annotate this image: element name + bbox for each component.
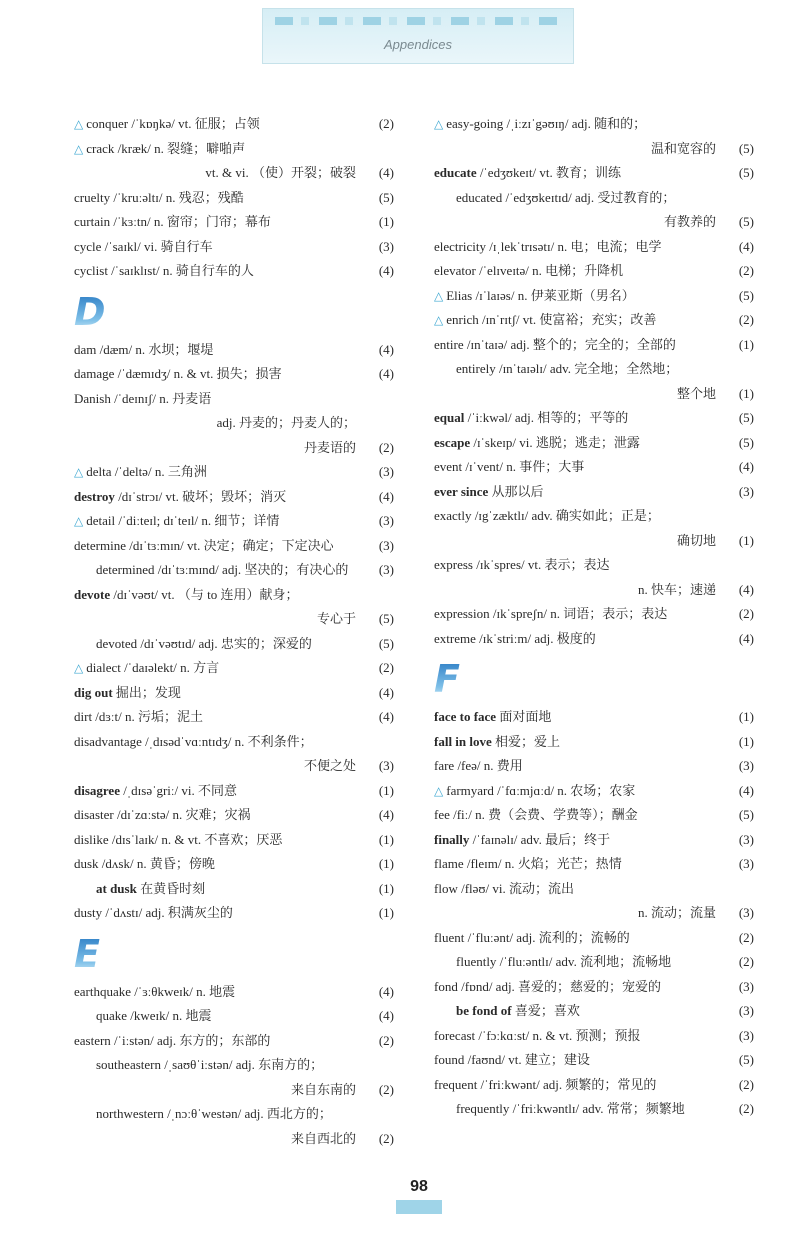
glossary-entry bbox=[74, 558, 394, 583]
glossary-entry bbox=[434, 259, 754, 284]
glossary-entry bbox=[434, 1073, 754, 1098]
glossary-entry bbox=[74, 362, 394, 387]
unit-number: (5) bbox=[738, 165, 754, 180]
entry-text: crack /kræk/ n. 裂缝；噼啪声 bbox=[86, 140, 246, 156]
entry-text: farmyard /ˈfɑːmjɑːd/ n. 农场；农家 bbox=[446, 782, 636, 798]
entry-text: cyclist /ˈsaɪklɪst/ n. 骑自行车的人 bbox=[74, 263, 254, 278]
unit-number: (5) bbox=[738, 287, 754, 303]
unit-number: (4) bbox=[378, 165, 394, 180]
glossary-entry-continuation bbox=[434, 578, 754, 603]
entry-text: entirely /ɪnˈtaɪəlɪ/ adv. 完全地；全然地； bbox=[456, 361, 679, 376]
page-number-text: 98 bbox=[410, 1178, 428, 1195]
entry-text: expression /ɪkˈspreʃn/ n. 词语；表示；表达 bbox=[434, 606, 668, 621]
glossary-entry bbox=[434, 235, 754, 260]
glossary-entry bbox=[434, 754, 754, 779]
glossary-entry bbox=[434, 431, 754, 456]
unit-number: (5) bbox=[738, 140, 754, 156]
unit-number: (1) bbox=[738, 385, 754, 401]
glossary-entry bbox=[74, 980, 394, 1005]
glossary-entry-continuation bbox=[74, 1078, 394, 1103]
unit-number: (3) bbox=[738, 856, 754, 871]
entry-text: devoted /dɪˈvəʊtɪd/ adj. 忠实的；深爱的 bbox=[96, 635, 312, 651]
triangle-icon: △ bbox=[74, 141, 84, 156]
entry-text: dam /dæm/ n. 水坝；堰堤 bbox=[74, 341, 214, 357]
entry-text: 从那以后 bbox=[488, 483, 544, 499]
entry-text: fond /fɒnd/ adj. 喜爱的；慈爱的；宠爱的 bbox=[434, 978, 662, 994]
section-letter bbox=[74, 926, 394, 980]
unit-number: (3) bbox=[378, 562, 394, 577]
header-decoration bbox=[275, 17, 561, 25]
entry-headword: finally bbox=[434, 831, 470, 847]
glossary-entry bbox=[434, 161, 754, 186]
unit-number: (3) bbox=[738, 905, 754, 920]
entry-text: exactly /ɪgˈzæktlɪ/ adv. 确实如此；正是； bbox=[434, 508, 660, 523]
unit-number: (2) bbox=[378, 116, 394, 131]
entry-text: dislike /dɪsˈlaɪk/ n. & vt. 不喜欢；厌恶 bbox=[74, 831, 283, 847]
entry-text: entire /ɪnˈtaɪə/ adj. 整个的；完全的；全部的 bbox=[434, 336, 676, 352]
entry-text: 面对面地 bbox=[496, 709, 552, 724]
glossary-entry bbox=[434, 553, 754, 578]
entry-text: dusk /dʌsk/ n. 黄昏；傍晚 bbox=[74, 856, 215, 871]
glossary-entry-continuation bbox=[74, 436, 394, 461]
entry-text: dialect /ˈdaɪəlekt/ n. 方言 bbox=[86, 660, 220, 675]
unit-number: (3) bbox=[738, 758, 754, 773]
unit-number: (3) bbox=[738, 831, 754, 847]
entry-text: extreme /ɪkˈstriːm/ adj. 极度的 bbox=[434, 630, 596, 646]
entry-headword: destroy bbox=[74, 488, 115, 504]
entry-text: delta /ˈdeltə/ n. 三角洲 bbox=[86, 464, 207, 479]
entry-text: 相爱；爱上 bbox=[491, 733, 561, 749]
triangle-icon: △ bbox=[434, 313, 444, 327]
entry-text: adj. 丹麦的；丹麦人的； bbox=[216, 415, 356, 430]
entry-text: found /faʊnd/ vt. 建立；建设 bbox=[434, 1052, 590, 1067]
glossary-entry bbox=[74, 852, 394, 877]
glossary-entry bbox=[74, 186, 394, 211]
section-letter bbox=[434, 651, 754, 705]
entry-text: determine /dɪˈtɜːmɪn/ vt. 决定；确定；下定决心 bbox=[74, 537, 334, 553]
unit-number: (1) bbox=[738, 336, 754, 352]
glossary-entry bbox=[434, 779, 754, 804]
entry-text: 喜爱；喜欢 bbox=[511, 1003, 580, 1018]
glossary-entry bbox=[434, 705, 754, 730]
unit-number: (3) bbox=[378, 758, 394, 773]
glossary-entry bbox=[74, 112, 394, 137]
unit-number: (1) bbox=[738, 709, 754, 724]
glossary-entry bbox=[434, 828, 754, 853]
entry-text: cycle /ˈsaɪkl/ vi. 骑自行车 bbox=[74, 238, 213, 254]
unit-number: (2) bbox=[738, 606, 754, 621]
triangle-icon: △ bbox=[74, 514, 84, 528]
entry-text: 整个地 bbox=[676, 385, 716, 401]
entry-text: 在黄昏时刻 bbox=[136, 880, 206, 896]
entry-text: earthquake /ˈɜːθkweɪk/ n. 地震 bbox=[74, 983, 236, 999]
entry-text: fluently /ˈfluːəntlɪ/ adv. 流利地；流畅地 bbox=[456, 954, 672, 969]
glossary-entry bbox=[74, 1053, 394, 1078]
glossary-entry-continuation bbox=[74, 1127, 394, 1152]
entry-headword: disagree bbox=[74, 782, 120, 798]
entry-text: forecast /ˈfɔːkɑːst/ n. & vt. 预测；预报 bbox=[434, 1027, 641, 1043]
unit-number: (2) bbox=[378, 1081, 394, 1097]
entry-text: /ˈiːkwəl/ adj. 相等的；平等的 bbox=[464, 410, 629, 425]
unit-number: (5) bbox=[378, 635, 394, 651]
entry-text: educated /ˈedʒʊkeɪtɪd/ adj. 受过教育的； bbox=[456, 189, 676, 205]
page-number-bar bbox=[396, 1200, 442, 1214]
glossary-entry bbox=[434, 999, 754, 1024]
entry-text: flow /fləʊ/ vi. 流动；流出 bbox=[434, 880, 575, 896]
entry-headword: fall in love bbox=[434, 733, 492, 749]
glossary-entry bbox=[74, 210, 394, 235]
unit-number: (2) bbox=[378, 660, 394, 675]
glossary-entry bbox=[434, 627, 754, 652]
entry-headword: be fond of bbox=[456, 1003, 512, 1018]
entry-text: electricity /ɪˌlekˈtrɪsətɪ/ n. 电；电流；电学 bbox=[434, 238, 662, 254]
unit-number: (4) bbox=[738, 459, 754, 474]
glossary-entry bbox=[434, 186, 754, 211]
glossary-entry bbox=[434, 803, 754, 828]
entry-text: conquer /ˈkɒŋkə/ vt. 征服；占领 bbox=[86, 116, 260, 131]
entry-text: quake /kweɪk/ n. 地震 bbox=[96, 1008, 212, 1023]
glossary-entry bbox=[74, 534, 394, 559]
glossary-entry-continuation bbox=[434, 137, 754, 162]
entry-text: 来自东南的 bbox=[290, 1081, 356, 1097]
unit-number: (3) bbox=[738, 1003, 754, 1018]
entry-text: dirt /dɜːt/ n. 污垢；泥土 bbox=[74, 709, 203, 724]
glossary-entry bbox=[434, 926, 754, 951]
entry-text: /ˈedʒʊkeɪt/ vt. 教育；训练 bbox=[476, 165, 621, 180]
unit-number: (5) bbox=[738, 214, 754, 229]
unit-number: (4) bbox=[378, 488, 394, 504]
unit-number: (4) bbox=[738, 238, 754, 254]
glossary-entry bbox=[434, 406, 754, 431]
header-title: Appendices bbox=[384, 37, 452, 52]
glossary-entry bbox=[74, 828, 394, 853]
entry-text: /ˈfaɪnəlɪ/ adv. 最后；终于 bbox=[469, 831, 611, 847]
unit-number: (5) bbox=[738, 1052, 754, 1067]
glossary-entry bbox=[74, 387, 394, 412]
glossary-entry bbox=[434, 480, 754, 505]
glossary-entry bbox=[74, 1102, 394, 1127]
entry-text: southeastern /ˌsaʊθˈiːstən/ adj. 东南方的； bbox=[96, 1057, 324, 1072]
glossary-entry bbox=[74, 137, 394, 162]
glossary-entry bbox=[74, 1029, 394, 1054]
unit-number: (1) bbox=[738, 532, 754, 548]
entry-headword: educate bbox=[434, 165, 477, 180]
glossary-entry bbox=[74, 656, 394, 681]
entry-headword: at dusk bbox=[96, 880, 137, 896]
unit-number: (3) bbox=[378, 464, 394, 479]
glossary-entry-continuation bbox=[74, 607, 394, 632]
right-column bbox=[434, 112, 754, 1122]
entry-text: curtain /ˈkɜːtn/ n. 窗帘；门帘；幕布 bbox=[74, 214, 271, 229]
entry-text: Elias /ɪˈlaɪəs/ n. 伊莱亚斯（男名） bbox=[446, 287, 635, 303]
entry-text: frequent /ˈfriːkwənt/ adj. 频繁的；常见的 bbox=[434, 1076, 657, 1092]
glossary-entry bbox=[434, 357, 754, 382]
unit-number: (1) bbox=[378, 214, 394, 229]
glossary-entry bbox=[74, 509, 394, 534]
glossary-entry bbox=[74, 632, 394, 657]
unit-number: (4) bbox=[378, 1008, 394, 1023]
glossary-entry bbox=[74, 681, 394, 706]
triangle-icon: △ bbox=[434, 117, 444, 131]
entry-headword: equal bbox=[434, 410, 465, 425]
triangle-icon: △ bbox=[434, 288, 444, 303]
entry-text: /dɪˈvəʊt/ vt. （与 to 连用）献身； bbox=[110, 586, 299, 602]
unit-number: (5) bbox=[738, 434, 754, 450]
glossary-entry bbox=[74, 259, 394, 284]
unit-number: (2) bbox=[378, 1130, 394, 1146]
glossary-entry bbox=[434, 1024, 754, 1049]
unit-number: (2) bbox=[738, 1076, 754, 1092]
triangle-icon: △ bbox=[434, 783, 444, 798]
entry-text: 来自西北的 bbox=[290, 1130, 356, 1146]
unit-number: (3) bbox=[378, 537, 394, 553]
glossary-entry bbox=[434, 112, 754, 137]
entry-text: vt. & vi. （使）开裂；破裂 bbox=[205, 165, 356, 180]
unit-number: (5) bbox=[378, 611, 394, 626]
glossary-entry bbox=[74, 235, 394, 260]
glossary-entry bbox=[74, 705, 394, 730]
unit-number: (4) bbox=[738, 581, 754, 597]
entry-text: fare /feə/ n. 费用 bbox=[434, 758, 523, 773]
unit-number: (2) bbox=[378, 439, 394, 455]
glossary-entry bbox=[434, 1048, 754, 1073]
glossary-entry-continuation bbox=[434, 382, 754, 407]
entry-text: n. 流动；流量 bbox=[637, 905, 716, 920]
entry-text: eastern /ˈiːstən/ adj. 东方的；东部的 bbox=[74, 1032, 271, 1048]
glossary-entry bbox=[74, 1004, 394, 1029]
unit-number: (3) bbox=[738, 978, 754, 994]
triangle-icon: △ bbox=[74, 117, 84, 131]
glossary-entry bbox=[434, 975, 754, 1000]
glossary-entry bbox=[434, 602, 754, 627]
entry-text: /ɪˈskeɪp/ vi. 逃脱；逃走；泄露 bbox=[470, 434, 640, 450]
unit-number: (4) bbox=[378, 366, 394, 381]
unit-number: (2) bbox=[738, 263, 754, 278]
entry-text: n. 快车；速递 bbox=[637, 581, 716, 597]
entry-text: elevator /ˈelɪveɪtə/ n. 电梯；升降机 bbox=[434, 263, 624, 278]
section-letter bbox=[74, 284, 394, 338]
glossary-entry-continuation bbox=[74, 161, 394, 186]
entry-text: detail /ˈdiːteɪl; dɪˈteɪl/ n. 细节；详情 bbox=[86, 513, 280, 528]
glossary-entry-continuation bbox=[434, 901, 754, 926]
unit-number: (4) bbox=[378, 263, 394, 278]
entry-text: 专心于 bbox=[316, 611, 356, 626]
section-letter-text: F bbox=[434, 657, 460, 701]
section-letter-text: E bbox=[74, 931, 100, 976]
entry-text: 确切地 bbox=[676, 532, 716, 548]
glossary-entry bbox=[434, 504, 754, 529]
entry-text: frequently /ˈfriːkwəntlɪ/ adv. 常常；频繁地 bbox=[456, 1101, 685, 1116]
entry-text: disadvantage /ˌdɪsədˈvɑːntɪdʒ/ n. 不利条件； bbox=[74, 733, 313, 749]
glossary-entry bbox=[74, 730, 394, 755]
glossary-entry-continuation bbox=[434, 210, 754, 235]
entry-headword: escape bbox=[434, 434, 471, 450]
glossary-entry bbox=[74, 583, 394, 608]
triangle-icon: △ bbox=[74, 661, 84, 675]
glossary-entry-continuation bbox=[434, 529, 754, 554]
entry-text: northwestern /ˌnɔːθˈwestən/ adj. 西北方的； bbox=[96, 1106, 332, 1121]
glossary-entry bbox=[74, 460, 394, 485]
unit-number: (1) bbox=[378, 782, 394, 798]
unit-number: (3) bbox=[738, 1027, 754, 1043]
entry-headword: dig out bbox=[74, 684, 113, 700]
appendices-header bbox=[262, 8, 574, 64]
entry-text: express /ɪkˈspres/ vt. 表示；表达 bbox=[434, 557, 610, 572]
unit-number: (2) bbox=[738, 312, 754, 327]
glossary-entry-continuation bbox=[74, 411, 394, 436]
entry-text: fluent /ˈfluːənt/ adj. 流利的；流畅的 bbox=[434, 929, 630, 945]
entry-text: fee /fiː/ n. 费（会费、学费等）；酬金 bbox=[434, 807, 638, 822]
unit-number: (3) bbox=[378, 513, 394, 528]
unit-number: (1) bbox=[378, 831, 394, 847]
unit-number: (4) bbox=[378, 983, 394, 999]
unit-number: (2) bbox=[378, 1032, 394, 1048]
glossary-entry bbox=[74, 877, 394, 902]
glossary-entry bbox=[434, 730, 754, 755]
unit-number: (1) bbox=[738, 733, 754, 749]
glossary-entry bbox=[434, 950, 754, 975]
glossary-entry bbox=[74, 779, 394, 804]
unit-number: (4) bbox=[378, 807, 394, 822]
glossary-entry bbox=[434, 455, 754, 480]
entry-headword: devote bbox=[74, 586, 111, 602]
unit-number: (1) bbox=[378, 905, 394, 920]
entry-text: determined /dɪˈtɜːmɪnd/ adj. 坚决的；有决心的 bbox=[96, 562, 349, 577]
unit-number: (1) bbox=[378, 856, 394, 871]
unit-number: (4) bbox=[378, 684, 394, 700]
entry-text: /ˌdɪsəˈgriː/ vi. 不同意 bbox=[119, 782, 237, 798]
unit-number: (5) bbox=[738, 807, 754, 822]
entry-text: 温和宽容的 bbox=[650, 140, 716, 156]
unit-number: (4) bbox=[738, 630, 754, 646]
glossary-entry bbox=[434, 333, 754, 358]
section-letter-text: D bbox=[74, 289, 106, 334]
unit-number: (4) bbox=[738, 782, 754, 798]
entry-text: damage /ˈdæmɪdʒ/ n. & vt. 损失；损害 bbox=[74, 366, 282, 381]
unit-number: (3) bbox=[378, 238, 394, 254]
entry-headword: ever since bbox=[434, 483, 489, 499]
unit-number: (3) bbox=[738, 483, 754, 499]
glossary-entry bbox=[74, 901, 394, 926]
glossary-entry bbox=[74, 338, 394, 363]
glossary-entry bbox=[434, 308, 754, 333]
glossary-entry bbox=[74, 803, 394, 828]
page-number bbox=[396, 1176, 442, 1216]
entry-text: cruelty /ˈkruːəltɪ/ n. 残忍；残酷 bbox=[74, 189, 244, 205]
unit-number: (4) bbox=[378, 341, 394, 357]
entry-text: Danish /ˈdeɪnɪʃ/ n. 丹麦语 bbox=[74, 390, 212, 406]
unit-number: (1) bbox=[378, 880, 394, 896]
unit-number: (2) bbox=[738, 929, 754, 945]
glossary-entry bbox=[74, 485, 394, 510]
unit-number: (5) bbox=[738, 410, 754, 425]
glossary-entry bbox=[434, 852, 754, 877]
unit-number: (5) bbox=[378, 189, 394, 205]
entry-text: 不便之处 bbox=[303, 758, 356, 773]
entry-text: 掘出；发现 bbox=[112, 684, 181, 700]
entry-text: disaster /dɪˈzɑːstə/ n. 灾难；灾祸 bbox=[74, 807, 251, 822]
glossary-entry-continuation bbox=[74, 754, 394, 779]
entry-headword: face to face bbox=[434, 709, 497, 724]
entry-text: 丹麦语的 bbox=[303, 439, 356, 455]
entry-text: enrich /ɪnˈrɪtʃ/ vt. 使富裕；充实；改善 bbox=[446, 312, 657, 327]
unit-number: (2) bbox=[738, 1101, 754, 1116]
glossary-entry bbox=[434, 1097, 754, 1122]
entry-text: event /ɪˈvent/ n. 事件；大事 bbox=[434, 459, 585, 474]
unit-number: (4) bbox=[378, 709, 394, 724]
left-column bbox=[74, 112, 394, 1151]
glossary-entry bbox=[434, 284, 754, 309]
entry-text: easy-going /ˌiːzɪˈgəʊɪŋ/ adj. 随和的； bbox=[446, 116, 647, 131]
entry-text: flame /fleɪm/ n. 火焰；光芒；热情 bbox=[434, 856, 622, 871]
glossary-entry bbox=[434, 877, 754, 902]
entry-text: dusty /ˈdʌstɪ/ adj. 积满灰尘的 bbox=[74, 905, 233, 920]
triangle-icon: △ bbox=[74, 465, 84, 479]
unit-number: (2) bbox=[738, 954, 754, 969]
entry-text: 有教养的 bbox=[663, 214, 716, 229]
entry-text: /dɪˈstrɔɪ/ vt. 破坏；毁坏；消灭 bbox=[114, 488, 287, 504]
